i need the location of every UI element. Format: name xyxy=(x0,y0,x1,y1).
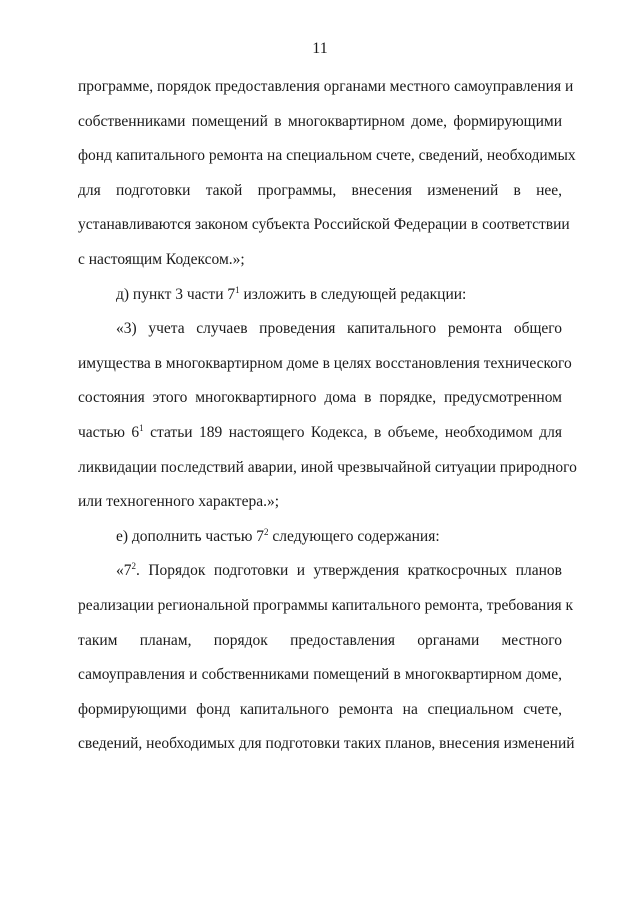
text-line: собственниками помещений в многоквартирном доме, формирующими xyxy=(78,112,562,130)
text-line: таким планам, порядок предоставления органами местного xyxy=(78,631,562,649)
document-body xyxy=(78,70,577,762)
text-line: имущества в многоквартирном доме в целях восстановления технического xyxy=(78,354,572,372)
text-line: реализации региональной программы капитального ремонта, требования к xyxy=(78,596,574,614)
text-line: состояния этого многоквартирного дома в порядке, предусмотренном xyxy=(78,389,562,407)
page-number: 11 xyxy=(312,40,328,57)
text-line: формирующими фонд капитального ремонта на специальном счете, xyxy=(78,700,562,718)
paragraph-item-e: е) дополнить частью $7^2$ следующего содержания: xyxy=(116,526,440,545)
text-line: или техногенного характера.»; xyxy=(78,493,280,511)
text-line: ликвидации последствий аварии, иной чрезвычайной ситуации природного xyxy=(78,458,577,476)
text-line: сведений, необходимых для подготовки таких планов, внесения изменений xyxy=(78,735,575,753)
text-line: устанавливаются законом субъекта Российской Федерации в соответствии xyxy=(78,216,570,234)
text-line: «3) учета случаев проведения капитального ремонта общего xyxy=(116,320,562,338)
text-line: с настоящим Кодексом.»; xyxy=(78,250,245,268)
superscript: 2 xyxy=(264,526,269,537)
text-line: программе, порядок предоставления органами местного самоуправления и xyxy=(78,78,574,95)
text-line: частью $6^1$ статьи 189 настоящего Кодекса, в объеме, необходимом для xyxy=(78,422,562,441)
text-line: «$7^2$. Порядок подготовки и утверждения краткосрочных планов xyxy=(116,561,562,580)
paragraph-item-d: д) пункт 3 части $7^1$ изложить в следующей редакции: xyxy=(116,284,467,303)
text-line: фонд капитального ремонта на специальном счете, сведений, необходимых xyxy=(78,147,576,165)
text-line: для подготовки такой программы, внесения изменений в нее, xyxy=(78,181,562,199)
superscript: 1 xyxy=(139,422,144,433)
superscript: 2 xyxy=(131,561,136,572)
text-line: самоуправления и собственниками помещений в многоквартирном доме, xyxy=(78,666,562,684)
superscript: 1 xyxy=(235,284,240,295)
